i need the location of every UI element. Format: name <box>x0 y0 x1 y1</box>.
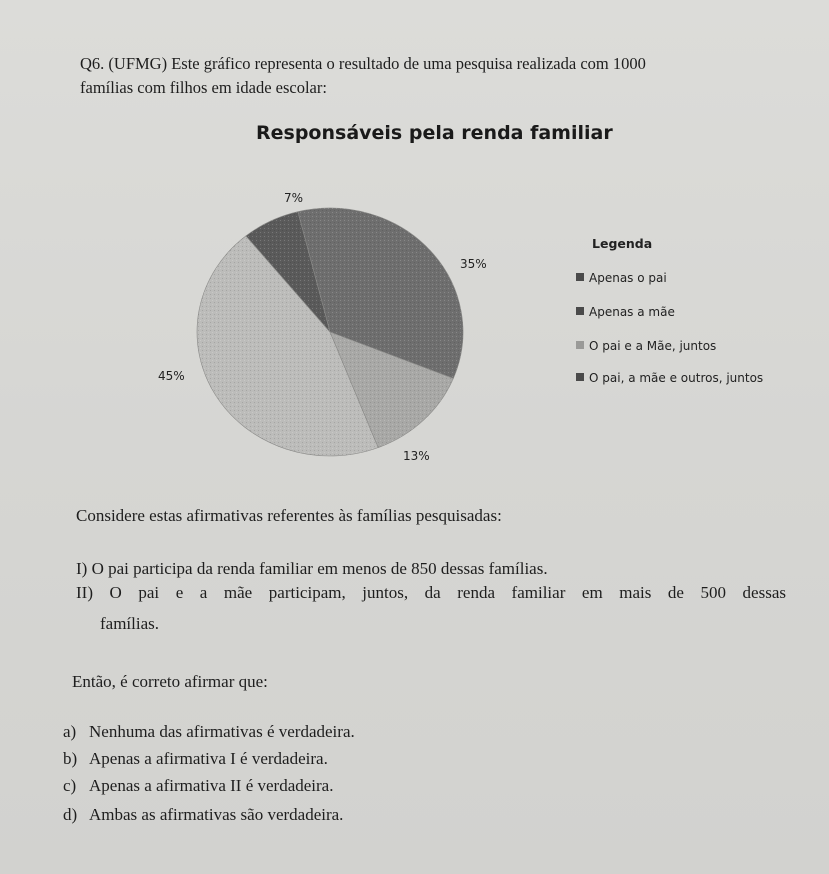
chart-title: Responsáveis pela renda familiar <box>256 122 613 144</box>
statement-2-line1: II) O pai e a mãe participam, juntos, da renda familiar em mais de 500 dessas <box>76 583 786 602</box>
pie-percent-label: 45% <box>158 369 185 383</box>
option-c[interactable] <box>63 776 333 796</box>
option-letter: b) <box>63 749 78 768</box>
option-d[interactable] <box>63 805 343 825</box>
legend-swatch <box>576 341 584 349</box>
statement-2-line2: famílias. <box>100 614 160 633</box>
pie-slices <box>197 208 463 456</box>
consider-text: Considere estas afirmativas referentes às famílias pesquisadas: <box>76 506 502 525</box>
question-intro-line1: Q6. (UFMG) Este gráfico representa o resultado de uma pesquisa realizada com 1000 <box>80 54 646 73</box>
legend <box>576 271 763 385</box>
option-b[interactable] <box>63 749 328 769</box>
legend-swatch <box>576 273 584 281</box>
legend-swatch <box>576 307 584 315</box>
question-intro-line2: famílias com filhos em idade escolar: <box>80 78 327 97</box>
option-text: Apenas a afirmativa I é verdadeira. <box>89 749 328 768</box>
legend-swatch <box>576 373 584 381</box>
option-a[interactable] <box>63 722 355 742</box>
legend-label: Apenas o pai <box>589 271 667 285</box>
pie-percent-label: 35% <box>460 257 487 271</box>
pie-percent-label: 13% <box>403 449 430 463</box>
option-text: Apenas a afirmativa II é verdadeira. <box>89 776 334 795</box>
legend-label: O pai, a mãe e outros, juntos <box>589 371 764 385</box>
option-letter: c) <box>63 776 77 795</box>
statement-1: I) O pai participa da renda familiar em menos de 850 dessas famílias. <box>76 559 548 578</box>
option-letter: d) <box>63 805 78 824</box>
legend-label: O pai e a Mãe, juntos <box>589 339 717 353</box>
pie-percent-label: 7% <box>284 191 304 205</box>
legend-title: Legenda <box>592 236 653 251</box>
legend-label: Apenas a mãe <box>589 305 675 319</box>
option-text: Ambas as afirmativas são verdadeira. <box>89 805 344 824</box>
option-text: Nenhuma das afirmativas é verdadeira. <box>89 722 355 741</box>
option-letter: a) <box>63 722 77 741</box>
prompt-text: Então, é correto afirmar que: <box>72 672 268 691</box>
